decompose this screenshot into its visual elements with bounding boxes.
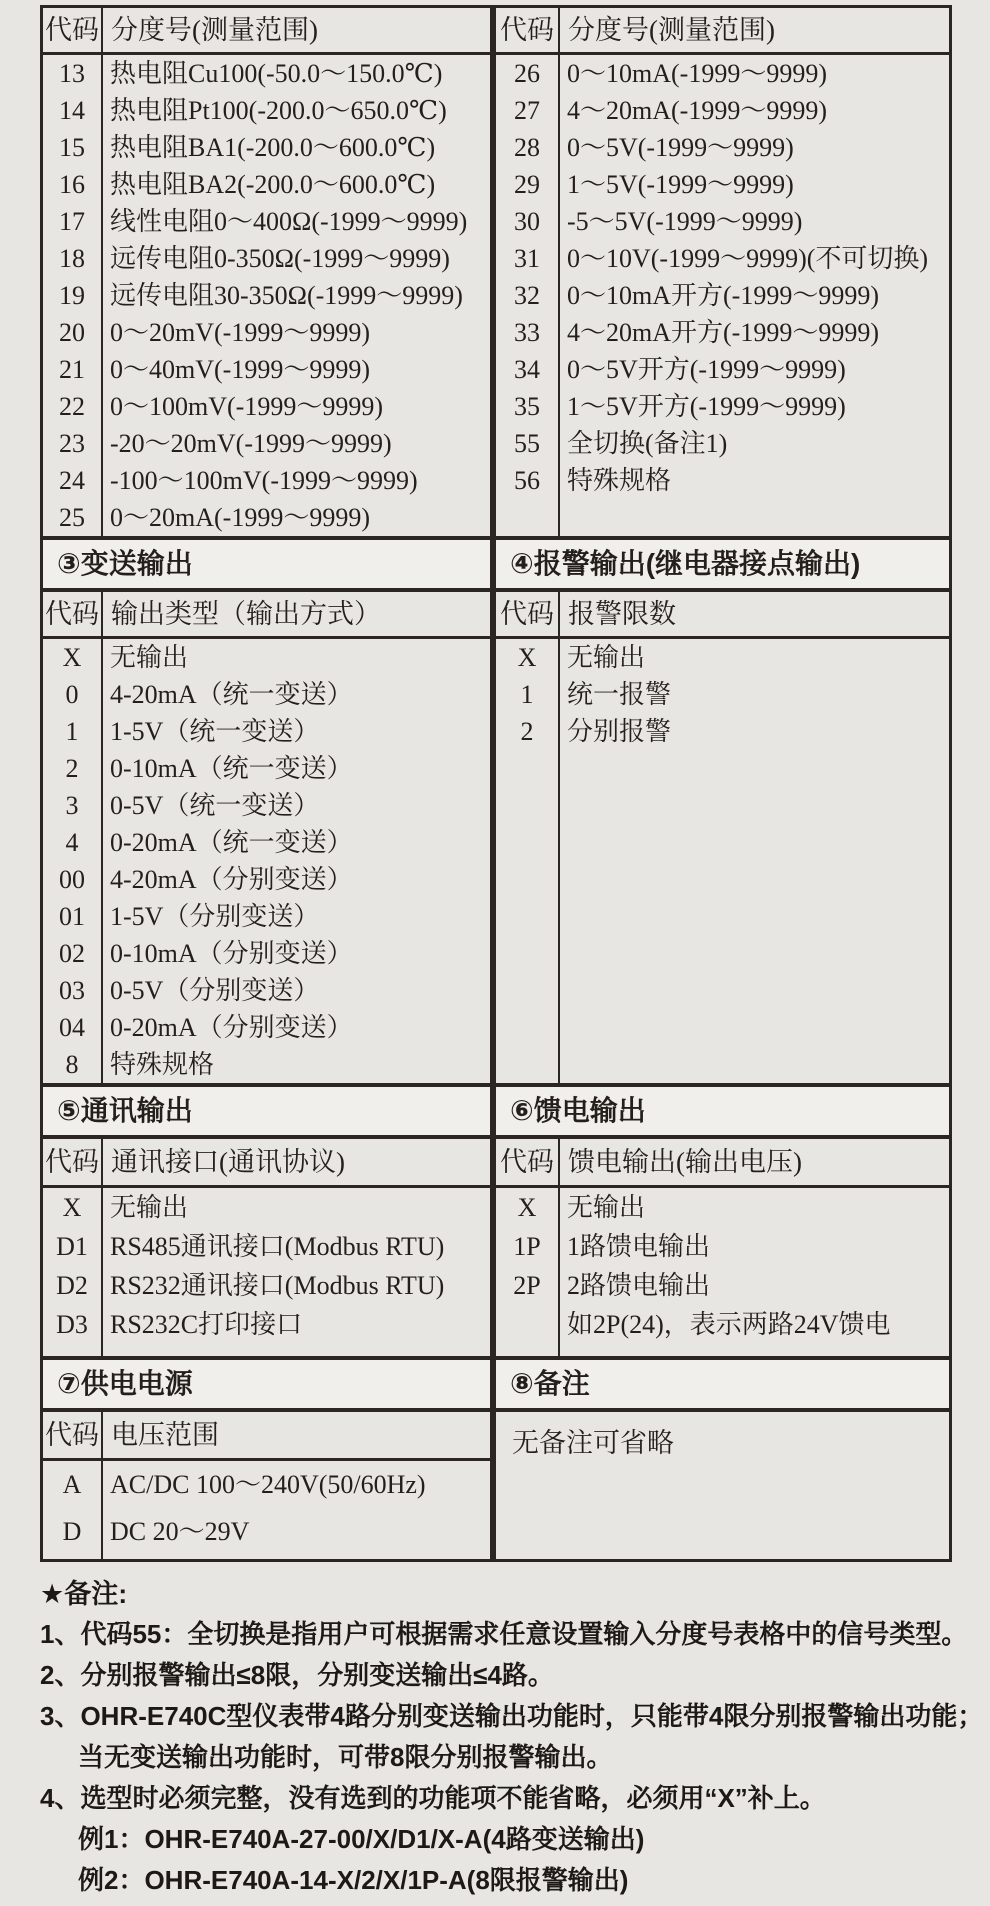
- voltage-range-table: [43, 1412, 496, 1559]
- input-signal-table: [43, 8, 949, 536]
- table-row: [43, 277, 490, 314]
- code-cell: 25: [59, 503, 85, 532]
- code-cell: 20: [59, 318, 85, 347]
- table-row: [496, 1227, 949, 1266]
- code-cell: 22: [59, 392, 85, 421]
- output-type-table: [43, 592, 496, 1083]
- table-row: [43, 1266, 490, 1305]
- code-cell: 23: [59, 429, 85, 458]
- value-cell: 热电阻Pt100(-200.0～650.0℃): [110, 96, 447, 125]
- table-row: [496, 1266, 949, 1305]
- section-title-transmit-output: ③变送输出: [43, 540, 496, 588]
- code-cell: 1: [65, 717, 79, 746]
- footnotes-list: [40, 1614, 984, 1901]
- table-row: [43, 972, 490, 1009]
- value-cell: 1～5V(-1999～9999): [567, 170, 794, 199]
- value-cell: -20～20mV(-1999～9999): [110, 429, 392, 458]
- section-title-power-supply: ⑦供电电源: [43, 1360, 496, 1408]
- table-row: [496, 713, 949, 750]
- feed-output-table: [496, 1139, 949, 1356]
- table-row: [43, 129, 490, 166]
- table-row: [496, 1188, 949, 1227]
- footnote-line: 2、分别报警输出≤8限，分别变送输出≤4路。: [40, 1660, 554, 1690]
- value-cell: 无输出: [110, 643, 189, 672]
- table-header: [43, 8, 490, 55]
- code-header: 代码: [45, 599, 99, 629]
- table-row: [496, 203, 949, 240]
- code-cell: 03: [59, 976, 85, 1005]
- table-row: [496, 129, 949, 166]
- table-row: [43, 676, 490, 713]
- table-row: [43, 1227, 490, 1266]
- table-row: [43, 824, 490, 861]
- table-row: [496, 462, 949, 499]
- output-alarm-table: [43, 592, 949, 1083]
- value-cell: 4-20mA（分别变送）: [110, 865, 353, 894]
- table-header: [43, 1139, 490, 1188]
- value-cell: 远传电阻0-350Ω(-1999～9999): [110, 244, 450, 273]
- table-row: [496, 240, 949, 277]
- table-row: [496, 55, 949, 92]
- code-header: 代码: [500, 599, 554, 629]
- code-cell: 16: [59, 170, 85, 199]
- code-cell: 3: [65, 791, 79, 820]
- value-cell: 0-5V（统一变送）: [110, 791, 320, 820]
- section-title-alarm-output: ④报警输出(继电器接点输出): [510, 548, 861, 579]
- code-header: 代码: [45, 1420, 99, 1450]
- table-row: [43, 750, 490, 787]
- comm-interface-table: [43, 1139, 496, 1356]
- code-cell: 2P: [513, 1271, 541, 1300]
- code-cell: 28: [514, 133, 540, 162]
- value-cell: 1～5V开方(-1999～9999): [567, 392, 846, 421]
- code-cell: 31: [514, 244, 540, 273]
- value-cell: 0～5V开方(-1999～9999): [567, 355, 846, 384]
- code-cell: 4: [65, 828, 79, 857]
- table-body: [43, 1188, 490, 1356]
- value-cell: 热电阻BA1(-200.0～600.0℃): [110, 133, 436, 162]
- value-header: 输出类型（输出方式）: [111, 599, 381, 629]
- value-cell: 0～100mV(-1999～9999): [110, 392, 383, 421]
- code-cell: X: [517, 1193, 537, 1222]
- value-cell: 如2P(24)，表示两路24V馈电: [567, 1310, 891, 1339]
- table-header: [43, 592, 490, 639]
- value-cell: -100～100mV(-1999～9999): [110, 466, 418, 495]
- code-cell: 1P: [513, 1232, 541, 1261]
- code-cell: 2: [520, 717, 534, 746]
- code-cell: 01: [59, 902, 85, 931]
- code-cell: A: [62, 1470, 82, 1499]
- selection-table: [40, 5, 952, 1562]
- value-cell: 0～40mV(-1999～9999): [110, 355, 370, 384]
- table-row: [43, 787, 490, 824]
- code-cell: 15: [59, 133, 85, 162]
- value-cell: 0～5V(-1999～9999): [567, 133, 794, 162]
- value-cell: 统一报警: [567, 680, 672, 709]
- value-cell: RS232C打印接口: [110, 1310, 303, 1339]
- value-cell: 线性电阻0～400Ω(-1999～9999): [110, 207, 468, 236]
- code-cell: 14: [59, 96, 85, 125]
- value-cell: 无输出: [110, 1193, 189, 1222]
- value-cell: 0～10mA开方(-1999～9999): [567, 281, 879, 310]
- table-row: [43, 861, 490, 898]
- table-row: [43, 166, 490, 203]
- value-header: 馈电输出(输出电压): [568, 1147, 802, 1177]
- table-row: [43, 203, 490, 240]
- section-band-transmit-alarm: [43, 536, 949, 592]
- value-cell: DC 20～29V: [110, 1517, 250, 1546]
- value-cell: 0～10mA(-1999～9999): [567, 59, 827, 88]
- table-row: [496, 277, 949, 314]
- value-cell: 0～20mA(-1999～9999): [110, 503, 370, 532]
- table-row: [43, 1188, 490, 1227]
- table-row: [496, 351, 949, 388]
- power-remark-table: [43, 1412, 949, 1559]
- value-cell: RS232通讯接口(Modbus RTU): [110, 1271, 445, 1300]
- table-row: [496, 166, 949, 203]
- footnote-line: 4、选型时必须完整，没有选到的功能项不能省略，必须用“X”补上。: [40, 1783, 826, 1813]
- table-row: [496, 425, 949, 462]
- table-row: [43, 639, 490, 676]
- value-cell: 无输出: [567, 643, 646, 672]
- code-cell: D2: [56, 1271, 88, 1300]
- footnote-line: 例2：OHR-E740A-14-X/2/X/1P-A(8限报警输出): [78, 1865, 629, 1895]
- table-row: [496, 676, 949, 713]
- table-row: [496, 92, 949, 129]
- value-header: 分度号(测量范围): [111, 15, 318, 45]
- code-cell: 26: [514, 59, 540, 88]
- code-cell: 8: [65, 1050, 79, 1079]
- code-cell: 29: [514, 170, 540, 199]
- value-header: 分度号(测量范围): [568, 15, 775, 45]
- section-title-remark: ⑧备注: [510, 1368, 590, 1399]
- table-row: [43, 499, 490, 536]
- remark-cell: [496, 1412, 949, 1559]
- value-cell: 4～20mA(-1999～9999): [567, 96, 827, 125]
- footnote-line: 1、代码55：全切换是指用户可根据需求任意设置输入分度号表格中的信号类型。: [40, 1619, 968, 1649]
- code-header: 代码: [45, 1147, 99, 1177]
- section-title-feed-output: ⑥馈电输出: [510, 1095, 646, 1126]
- code-cell: 1: [520, 680, 534, 709]
- code-cell: 55: [514, 429, 540, 458]
- table-row: [43, 314, 490, 351]
- table-row: [43, 425, 490, 462]
- table-header: [496, 592, 949, 639]
- remark-text: 无备注可省略: [512, 1428, 674, 1458]
- section-band-power-remark: [43, 1356, 949, 1412]
- code-cell: X: [517, 643, 537, 672]
- table-row: [43, 1046, 490, 1083]
- code-cell: 0: [65, 680, 79, 709]
- value-cell: 1路馈电输出: [567, 1232, 711, 1261]
- code-cell: X: [62, 643, 82, 672]
- table-body: [43, 639, 490, 1083]
- value-cell: 0-10mA（分别变送）: [110, 939, 353, 968]
- table-body: [496, 639, 949, 750]
- section-band-comm-feed: [43, 1083, 949, 1139]
- code-cell: X: [62, 1193, 82, 1222]
- table-row: [43, 1009, 490, 1046]
- code-cell: 13: [59, 59, 85, 88]
- value-cell: RS485通讯接口(Modbus RTU): [110, 1232, 445, 1261]
- value-header: 通讯接口(通讯协议): [111, 1147, 345, 1177]
- table-row: [496, 314, 949, 351]
- code-cell: 56: [514, 466, 540, 495]
- table-row: [496, 639, 949, 676]
- value-header: 报警限数: [568, 599, 676, 629]
- value-cell: 1-5V（统一变送）: [110, 717, 320, 746]
- value-cell: 2路馈电输出: [567, 1271, 711, 1300]
- comm-feed-table: [43, 1139, 949, 1356]
- code-cell: 18: [59, 244, 85, 273]
- table-body: [496, 1188, 949, 1356]
- code-cell: D1: [56, 1232, 88, 1261]
- code-cell: 21: [59, 355, 85, 384]
- code-cell: 24: [59, 466, 85, 495]
- value-cell: 远传电阻30-350Ω(-1999～9999): [110, 281, 463, 310]
- table-row: [43, 1508, 490, 1555]
- input-signal-table-left: [43, 8, 496, 536]
- table-row: [496, 1305, 949, 1344]
- selection-document: [40, 5, 984, 1901]
- table-row: [496, 388, 949, 425]
- value-cell: 无输出: [567, 1193, 646, 1222]
- table-row: [43, 1305, 490, 1344]
- alarm-limit-table: [496, 592, 949, 1083]
- table-row: [43, 1461, 490, 1508]
- value-cell: 4～20mA开方(-1999～9999): [567, 318, 879, 347]
- value-cell: 1-5V（分别变送）: [110, 902, 320, 931]
- table-body: [43, 55, 490, 536]
- footnote-line: 3、OHR-E740C型仪表带4路分别变送输出功能时，只能带4限分别报警输出功能；: [40, 1701, 984, 1731]
- footnotes: [40, 1574, 984, 1901]
- code-cell: 33: [514, 318, 540, 347]
- code-cell: 2: [65, 754, 79, 783]
- table-row: [43, 935, 490, 972]
- code-cell: D: [62, 1517, 82, 1546]
- code-header: 代码: [500, 1147, 554, 1177]
- table-row: [43, 55, 490, 92]
- code-cell: 27: [514, 96, 540, 125]
- code-cell: 00: [59, 865, 85, 894]
- value-cell: 0-20mA（分别变送）: [110, 1013, 353, 1042]
- code-cell: D3: [56, 1310, 88, 1339]
- code-cell: 30: [514, 207, 540, 236]
- table-row: [43, 351, 490, 388]
- value-cell: 特殊规格: [110, 1050, 215, 1079]
- value-cell: -5～5V(-1999～9999): [567, 207, 803, 236]
- code-cell: 19: [59, 281, 85, 310]
- code-cell: 04: [59, 1013, 85, 1042]
- code-header: 代码: [45, 15, 99, 45]
- value-cell: 0-5V（分别变送）: [110, 976, 320, 1005]
- code-header: 代码: [500, 15, 554, 45]
- table-header: [43, 1412, 490, 1461]
- code-cell: 35: [514, 392, 540, 421]
- footnote-line: 当无变送输出功能时，可带8限分别报警输出。: [78, 1742, 613, 1772]
- value-cell: 4-20mA（统一变送）: [110, 680, 353, 709]
- table-header: [496, 1139, 949, 1188]
- value-cell: 0-10mA（统一变送）: [110, 754, 353, 783]
- table-body: [43, 1461, 490, 1559]
- table-row: [43, 462, 490, 499]
- table-row: [43, 898, 490, 935]
- value-header: 电压范围: [111, 1420, 219, 1450]
- table-body: [496, 55, 949, 499]
- code-cell: 32: [514, 281, 540, 310]
- table-row: [43, 240, 490, 277]
- table-row: [43, 92, 490, 129]
- value-cell: 分别报警: [567, 717, 672, 746]
- value-cell: AC/DC 100～240V(50/60Hz): [110, 1470, 426, 1499]
- value-cell: 特殊规格: [567, 466, 672, 495]
- value-cell: 0-20mA（统一变送）: [110, 828, 353, 857]
- code-cell: 17: [59, 207, 85, 236]
- value-cell: 0～20mV(-1999～9999): [110, 318, 370, 347]
- code-cell: 34: [514, 355, 540, 384]
- footnote-line: 例1：OHR-E740A-27-00/X/D1/X-A(4路变送输出): [78, 1824, 645, 1854]
- table-row: [43, 388, 490, 425]
- value-cell: 热电阻BA2(-200.0～600.0℃): [110, 170, 436, 199]
- value-cell: 热电阻Cu100(-50.0～150.0℃): [110, 59, 443, 88]
- value-cell: 全切换(备注1): [567, 429, 728, 458]
- input-signal-table-right: [496, 8, 949, 536]
- code-cell: 02: [59, 939, 85, 968]
- value-cell: 0～10V(-1999～9999)(不可切换): [567, 244, 929, 273]
- table-header: [496, 8, 949, 55]
- code-cell: [496, 1305, 558, 1344]
- table-row: [43, 713, 490, 750]
- section-title-comm-output: ⑤通讯输出: [43, 1087, 496, 1135]
- footnotes-title: ★备注:: [40, 1579, 128, 1609]
